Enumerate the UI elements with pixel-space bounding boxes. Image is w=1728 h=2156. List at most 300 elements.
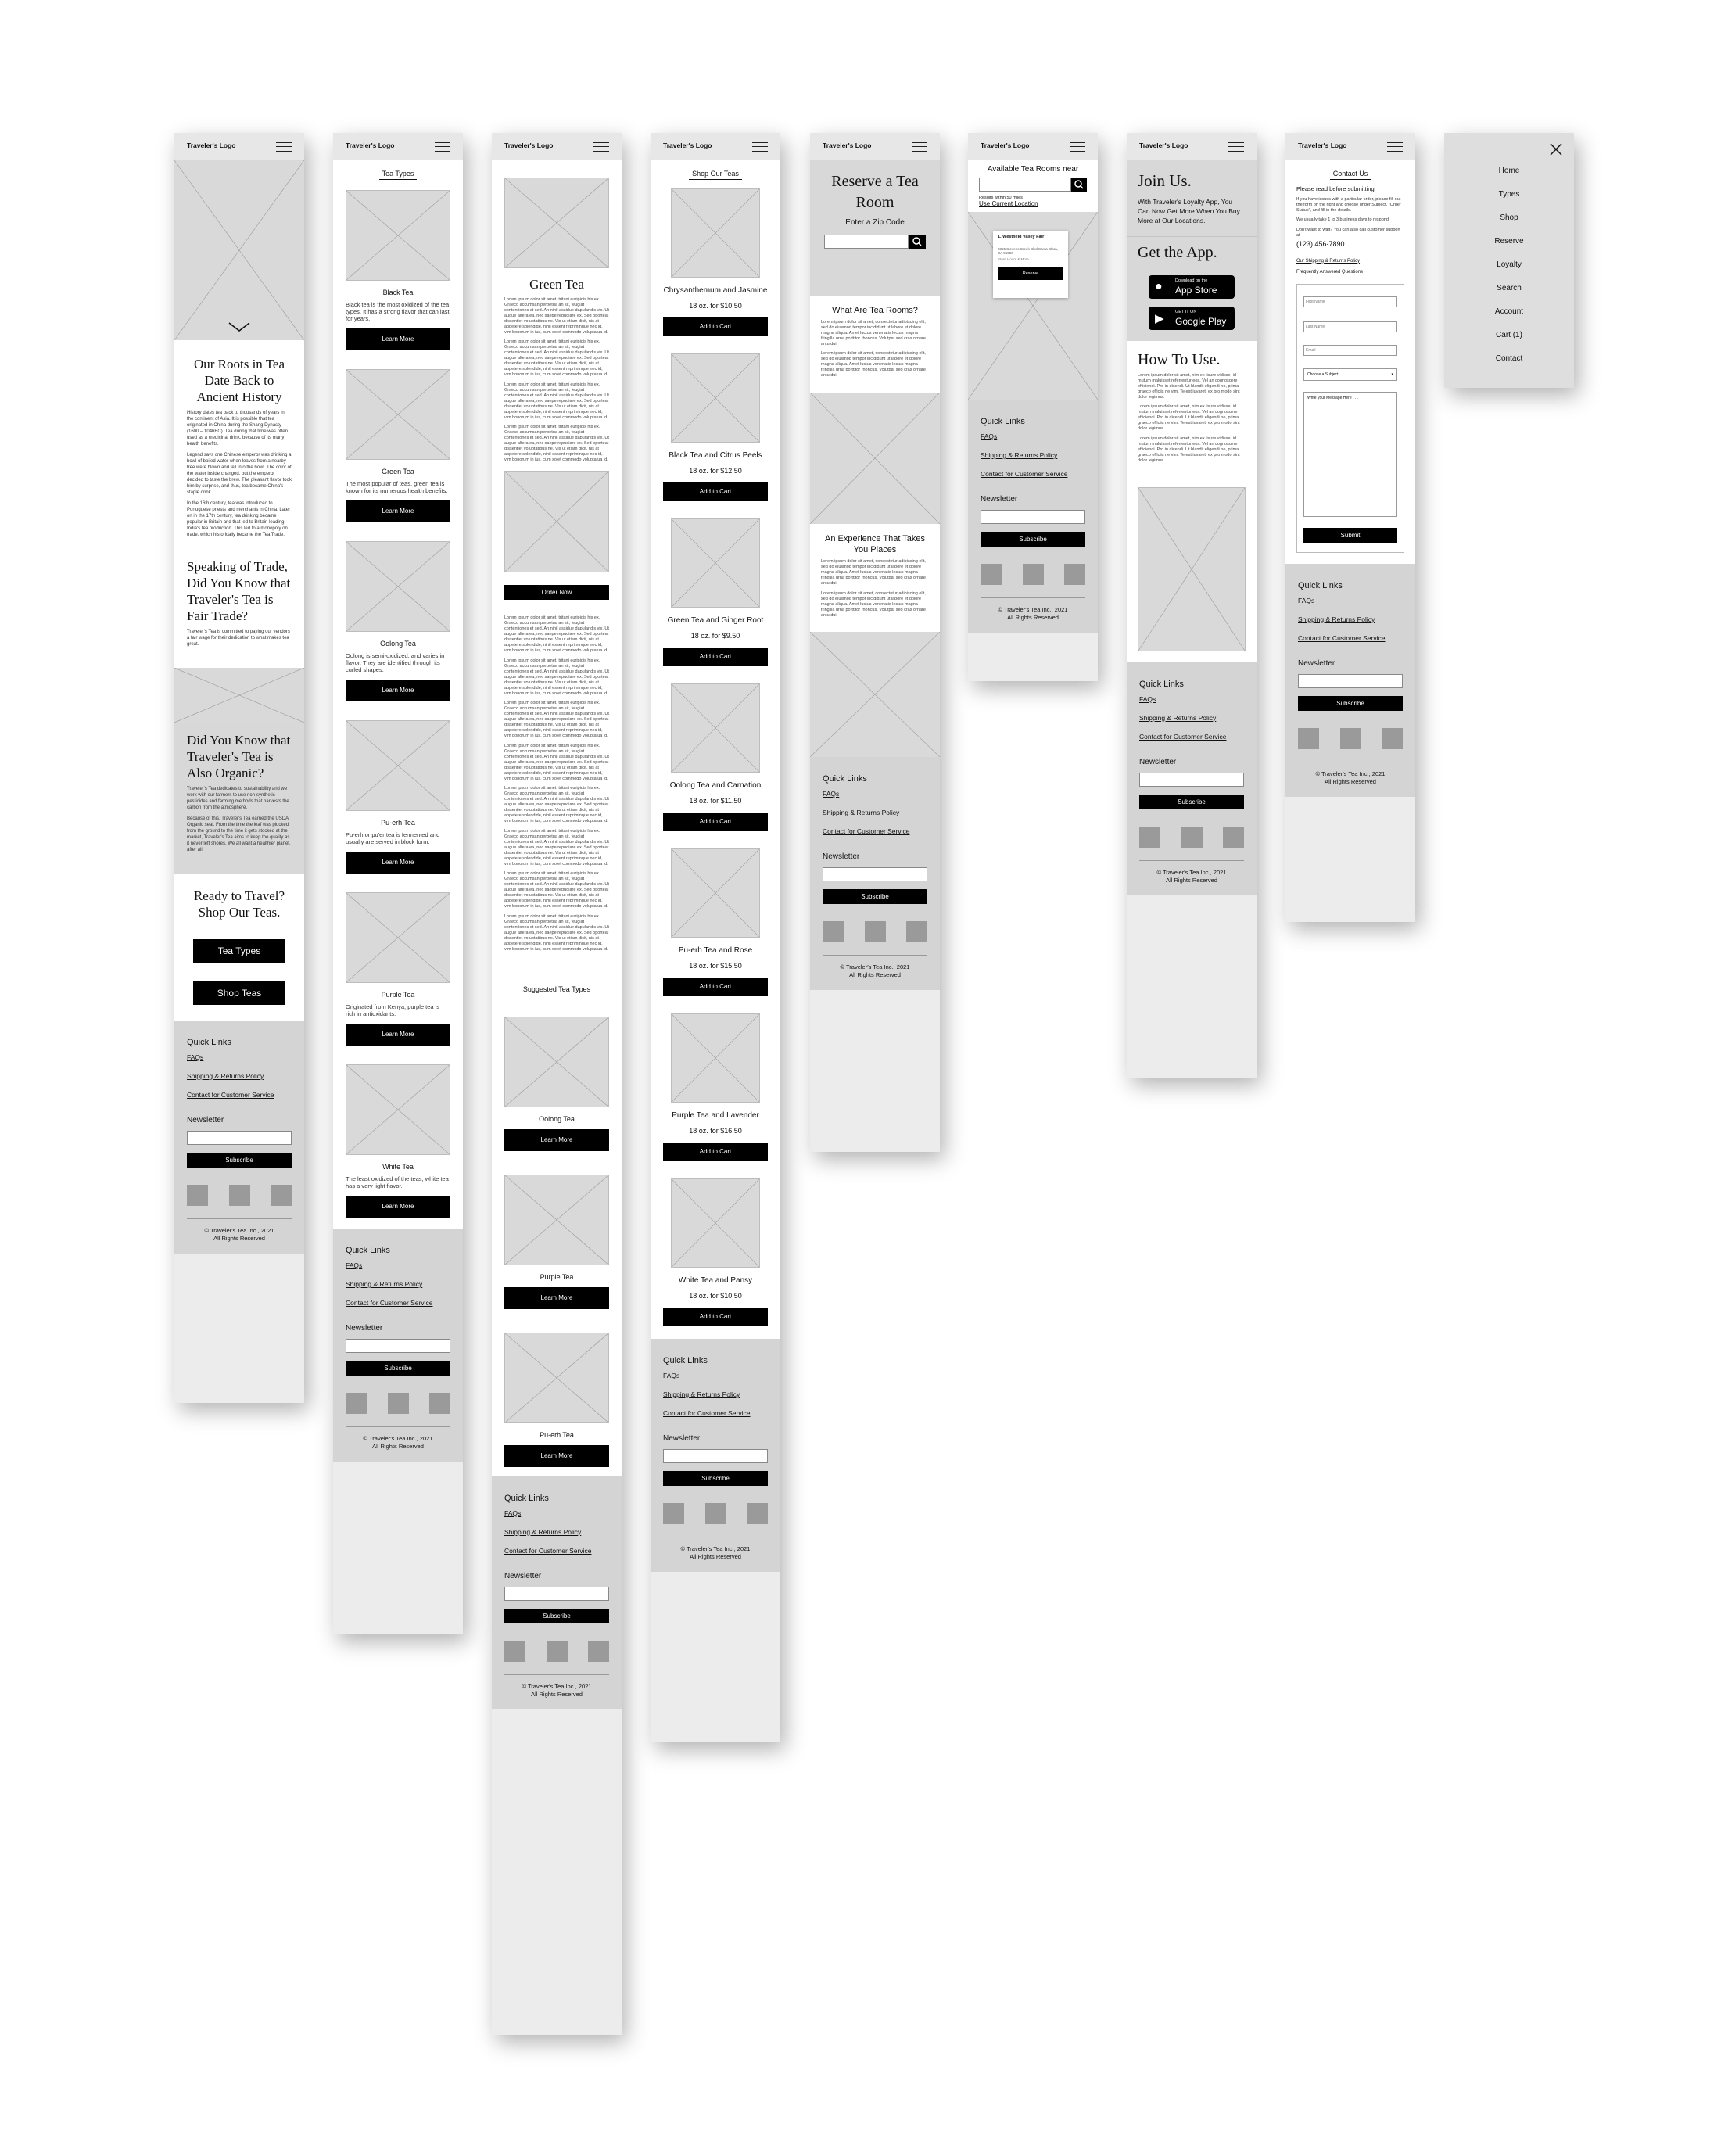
reserve-hero — [810, 160, 940, 296]
quick-links-heading: Quick Links — [1139, 679, 1184, 689]
quick-links-heading: Quick Links — [663, 1356, 708, 1365]
product-price: 18 oz. for $10.50 — [689, 302, 742, 310]
shop-list-section — [651, 160, 780, 1339]
hamburger-menu-icon[interactable] — [435, 142, 450, 152]
description-p10: Lorem ipsum dolor sit amet, tritani euripidis his ex. Graeco accumsan perpetua an sit, feugiat contentiones et sed. An nihil assidue dapulandis vix. Ut augue altera ea, nec saepe repudiare ex. Sed oporteat dissentiet voluptatibus ne. Vis ut etiam dicit, nis at appetere splendide, nihil essent repriminque nec id, vim bonorum in ius, cum solet commodo voluptatua id. — [504, 828, 609, 866]
fair-trade-text: Traveler's Tea is committed to paying our vendors a fair wage for their dedication to what makes tea great. — [187, 630, 290, 647]
social-icon[interactable] — [588, 1641, 609, 1662]
product-name: Pu-erh Tea and Rose — [678, 946, 753, 955]
results-radius: Results within 50 miles — [979, 196, 1023, 200]
menu-item[interactable]: Account — [1494, 307, 1524, 316]
contact-link[interactable]: Contact for Customer Service — [504, 1546, 592, 1555]
rights-text: All Rights Reserved — [531, 1690, 583, 1698]
learn-more-button[interactable]: Learn More — [346, 1196, 450, 1218]
social-icon[interactable] — [823, 921, 844, 942]
copyright — [346, 1426, 450, 1451]
social-icon[interactable] — [1223, 827, 1244, 848]
description-p4: Lorem ipsum dolor sit amet, tritani euripidis his ex. Graeco accumsan perpetua an sit, feugiat contentiones et sed. An nihil assidue dapulandis vix. Ut augue altera ea, nec saepe repudiare ex. Sed oporteat dissentiet voluptatibus ne. Vis ut etiam dicit, nis at appetere splendide, nihil essent repriminque nec id, vim bonorum in ius, cum solet commodo voluptatua id. — [504, 425, 609, 462]
newsletter-label: Newsletter — [187, 1116, 224, 1125]
organic-section — [174, 723, 304, 874]
footer — [810, 757, 940, 990]
product-name: Black Tea and Citrus Peels — [669, 451, 762, 460]
description-p9: Lorem ipsum dolor sit amet, tritani euripidis his ex. Graeco accumsan perpetua an sit, feugiat contentiones et sed. An nihil assidue dapulandis vix. Ut augue altera ea, nec saepe repudiare ex. Sed oporteat dissentiet voluptatibus ne. Vis ut etiam dicit, nis at appetere splendide, nihil essent repriminque nec id, vim bonorum in ius, cum solet commodo voluptatua id. — [504, 786, 609, 823]
faqs-link[interactable]: FAQs — [981, 432, 998, 440]
experience-p1: Lorem ipsum dolor sit amet, consectetur adipiscing elit, sed do eiusmod tempor incididunt ut labore et dolore magna aliqua. Amet luctus venenatis lectus magna fringilla urna porttitor rhoncus. Volutpat sed cras ornare arcu dui. — [821, 559, 926, 586]
footer — [651, 1339, 780, 1572]
faqs-link[interactable]: FAQs — [346, 1261, 363, 1269]
shipping-link[interactable]: Shipping & Returns Policy — [823, 809, 900, 816]
copyright — [1298, 762, 1403, 786]
social-icon[interactable] — [906, 921, 927, 942]
add-to-cart-button[interactable]: Add to Cart — [663, 648, 768, 666]
contact-form — [1296, 284, 1404, 553]
faqs-link[interactable]: FAQs — [1139, 694, 1156, 703]
subscribe-button[interactable]: Subscribe — [981, 532, 1085, 547]
product-image — [671, 188, 760, 278]
join-text: With Traveler's Loyalty App, You Can Now Get More When You Buy More at Our Locations. — [1138, 198, 1240, 224]
newsletter-label: Newsletter — [346, 1324, 383, 1333]
add-to-cart-button[interactable]: Add to Cart — [663, 1143, 768, 1161]
history-heading: Our Roots in Tea Date Back to Ancient History — [193, 357, 285, 404]
page-title — [346, 165, 450, 178]
tea-type-card — [346, 369, 450, 522]
how-to-heading: How To Use. — [1138, 351, 1221, 368]
store-hours-link[interactable]: Store Hours & More — [998, 257, 1029, 261]
tea-types-button[interactable]: Tea Types — [193, 939, 285, 963]
app-store-badge[interactable] — [1149, 275, 1235, 299]
copyright — [823, 955, 927, 979]
learn-more-button[interactable]: Learn More — [504, 1445, 609, 1467]
add-to-cart-button[interactable]: Add to Cart — [663, 813, 768, 831]
menu-item[interactable]: Contact — [1495, 354, 1523, 363]
learn-more-button[interactable]: Learn More — [346, 328, 450, 350]
copyright-text: © Traveler's Tea Inc., 2021 — [1315, 769, 1386, 777]
contact-link[interactable]: Contact for Customer Service — [187, 1091, 274, 1099]
contact-p1: If you have issues with a particular order, please fill out the form on the right and choose under Subject, "Order Status", and fill in the details. — [1296, 196, 1401, 213]
subscribe-button[interactable]: Subscribe — [1298, 696, 1403, 711]
newsletter-input[interactable] — [663, 1449, 768, 1463]
hamburger-menu-icon[interactable] — [276, 142, 292, 152]
menu-item[interactable]: Loyalty — [1497, 260, 1522, 269]
learn-more-button[interactable]: Learn More — [346, 852, 450, 874]
rights-text: All Rights Reserved — [372, 1443, 424, 1450]
contact-p3: Don't want to wait? You can also call customer support at — [1296, 227, 1400, 238]
what-are-tea-rooms-section — [810, 296, 940, 393]
social-icons — [663, 1503, 768, 1524]
detail-section — [492, 160, 622, 1476]
product-image — [671, 683, 760, 773]
apple-icon: ● — [1155, 280, 1163, 293]
google-badge-small: GET IT ON — [1175, 310, 1197, 314]
experience-section — [810, 524, 940, 633]
cta-heading: Ready to Travel? Shop Our Teas. — [193, 888, 285, 920]
tea-type-image — [346, 892, 450, 983]
message-textarea[interactable]: Write your Message Here . . . — [1303, 392, 1397, 517]
subscribe-button[interactable]: Subscribe — [187, 1153, 292, 1168]
page-title-text: Tea Types — [379, 170, 418, 180]
product-image — [671, 353, 760, 443]
social-icon[interactable] — [1298, 728, 1319, 749]
fair-trade-image — [174, 668, 304, 723]
contact-link[interactable]: Contact for Customer Service — [981, 470, 1068, 478]
logo[interactable]: Traveler's Logo — [663, 142, 712, 149]
suggested-tea-name: Purple Tea — [540, 1272, 574, 1281]
logo[interactable]: Traveler's Logo — [981, 142, 1030, 149]
shop-teas-button[interactable]: Shop Teas — [193, 981, 285, 1005]
social-icon[interactable] — [705, 1503, 726, 1524]
rooms-search-section — [968, 160, 1098, 212]
newsletter-input[interactable] — [981, 510, 1085, 524]
logo[interactable]: Traveler's Logo — [187, 142, 236, 149]
shipping-link[interactable]: Shipping & Returns Policy — [346, 1280, 423, 1288]
rights-text: All Rights Reserved — [849, 971, 901, 978]
tea-type-image — [346, 720, 450, 811]
shipping-policy-link[interactable]: Our Shipping & Returns Policy — [1296, 258, 1361, 264]
faqs-link[interactable]: FAQs — [823, 790, 840, 798]
email-field[interactable] — [1303, 345, 1397, 356]
subscribe-button[interactable]: Subscribe — [346, 1361, 450, 1376]
menu-item[interactable]: Cart (1) — [1496, 331, 1522, 339]
social-icon[interactable] — [1023, 564, 1044, 585]
copyright-text: © Traveler's Tea Inc., 2021 — [363, 1435, 433, 1442]
social-icon[interactable] — [663, 1503, 684, 1524]
logo[interactable]: Traveler's Logo — [346, 142, 395, 149]
shipping-link[interactable]: Shipping & Returns Policy — [981, 451, 1058, 459]
rights-text: All Rights Reserved — [690, 1553, 741, 1560]
shop-screen — [651, 133, 780, 1742]
hamburger-menu-icon[interactable] — [752, 142, 768, 152]
subject-select-value: Choose a Subject — [1307, 371, 1339, 377]
product-price: 18 oz. for $15.50 — [689, 962, 742, 970]
shipping-link[interactable]: Shipping & Returns Policy — [1298, 615, 1375, 623]
subscribe-button[interactable]: Subscribe — [504, 1609, 609, 1623]
join-section — [1127, 160, 1257, 236]
rooms-search — [979, 178, 1087, 192]
description-p1: Lorem ipsum dolor sit amet, tritani euripidis his ex. Graeco accumsan perpetua an sit, feugiat contentiones et sed. An nihil assidue dapulandis vix. Ut augue altera ea, nec saepe repudiare ex. Sed oporteat dissentiet voluptatibus ne. Vis ut etiam dicit, nis at appetere splendide, nihil essent repriminque nec id, vim bonorum in ius, cum solet commodo voluptatua id. — [504, 296, 609, 335]
product-name: Oolong Tea and Carnation — [669, 781, 762, 790]
newsletter-input[interactable] — [1139, 773, 1244, 787]
reserve-button[interactable]: Reserve — [998, 267, 1063, 280]
contact-link[interactable]: Contact for Customer Service — [1298, 633, 1386, 642]
history-p3: In the 16th century, tea was introduced to Portuguese priests and merchants in China. Later on in the 17th century, tea drinking became popular in Britain and that led to Britain leading India's tea production. This led to a monopoly on trade, which historically became the Tea Trade. — [187, 501, 291, 537]
shipping-link[interactable]: Shipping & Returns Policy — [187, 1072, 264, 1080]
join-heading: Join Us. — [1138, 171, 1192, 190]
tea-detail-screen — [492, 133, 622, 2035]
search-icon[interactable] — [909, 235, 926, 249]
suggested-heading-text: Suggested Tea Types — [520, 985, 593, 995]
how-to-section — [1127, 341, 1257, 662]
tea-type-description: Oolong is semi-oxidized, and varies in flavor. They are identified through its curled shapes. — [346, 652, 445, 673]
experience-heading: An Experience That Takes You Places — [824, 533, 925, 554]
organic-heading: Did You Know that Traveler's Tea is Also Organic? — [187, 733, 291, 780]
submit-button[interactable]: Submit — [1303, 528, 1397, 543]
home-screen — [174, 133, 304, 1403]
social-icon[interactable] — [1340, 728, 1361, 749]
tea-rooms-map-screen — [968, 133, 1098, 681]
footer — [968, 400, 1098, 633]
quick-links-heading: Quick Links — [187, 1038, 231, 1047]
tea-type-name: Black Tea — [382, 289, 414, 296]
tea-type-card — [346, 720, 450, 874]
suggested-tea-image — [504, 1333, 609, 1423]
zip-input[interactable] — [824, 235, 909, 249]
quick-links-heading: Quick Links — [981, 417, 1025, 426]
footer — [333, 1229, 463, 1462]
add-to-cart-button[interactable]: Add to Cart — [663, 1308, 768, 1326]
product-price: 18 oz. for $12.50 — [689, 467, 742, 475]
tea-type-image — [346, 190, 450, 281]
suggested-tea-name: Pu-erh Tea — [540, 1430, 574, 1439]
newsletter-label: Newsletter — [504, 1571, 542, 1580]
tea-type-image — [346, 1064, 450, 1155]
newsletter-input[interactable] — [346, 1339, 450, 1353]
description-p2: Lorem ipsum dolor sit amet, tritani euripidis his ex. Graeco accumsan perpetua an sit, feugiat contentiones et sed. An nihil assidue dapulandis vix. Ut augue altera ea, nec saepe repudiare ex. Sed oporteat dissentiet voluptatibus ne. Vis ut etiam dicit, nis at appetere splendide, nihil essent repriminque nec id, vim bonorum in ius, cum solet commodo voluptatua id. — [504, 339, 609, 377]
how-to-p3: Lorem ipsum dolor sit amet, nim ex iisure vidisse, id mutum maluisset referrentur eos. Vel an cognoscere efficiendi. Pro in dicendi. Ut blandit eligendi no, prima graeco officiis ne vim. Te est iuvaret, ex pro modo sint dolor legimus. — [1138, 436, 1240, 463]
shipping-link[interactable]: Shipping & Returns Policy — [663, 1390, 740, 1398]
tea-title: Green Tea — [529, 277, 584, 292]
newsletter-label: Newsletter — [823, 852, 860, 861]
header — [492, 133, 622, 160]
map-area[interactable] — [968, 212, 1098, 400]
social-icon[interactable] — [187, 1185, 208, 1206]
contact-section — [1285, 160, 1415, 564]
experience-p2: Lorem ipsum dolor sit amet, consectetur adipiscing elit, sed do eiusmod tempor incididunt ut labore et dolore magna aliqua. Amet luctus venenatis lectus magna fringilla urna porttitor rhoncus. Volutpat sed cras ornare arcu dui. — [821, 590, 926, 618]
menu-item[interactable]: Search — [1497, 284, 1522, 292]
product-name: Purple Tea and Lavender — [672, 1111, 759, 1120]
apple-badge-label: App Store — [1175, 285, 1217, 296]
faqs-link[interactable]: FAQs — [1298, 596, 1315, 604]
header — [651, 133, 780, 160]
shipping-link[interactable]: Shipping & Returns Policy — [504, 1527, 582, 1536]
get-app-heading: Get the App. — [1138, 244, 1217, 261]
hamburger-menu-icon[interactable] — [1228, 142, 1244, 152]
tea-type-description: Black tea is the most oxidized of the tea types. It has a strong flavor that can last for years. — [346, 301, 450, 322]
first-name-field[interactable] — [1303, 296, 1397, 307]
history-section — [174, 340, 304, 668]
newsletter-input[interactable] — [1298, 674, 1403, 688]
menu-item[interactable]: Home — [1498, 167, 1520, 175]
hamburger-menu-icon[interactable] — [593, 142, 609, 152]
tea-image — [504, 178, 609, 268]
social-icon[interactable] — [388, 1393, 409, 1414]
tea-rooms-p2: Lorem ipsum dolor sit amet, consectetur adipiscing elit, sed do eiusmod tempor incididunt ut labore et dolore magna aliqua. Amet luctus venenatis lectus magna fringilla urna porttitor rhoncus. Volutpat sed cras ornare arcu dui. — [821, 351, 926, 378]
phone-number[interactable]: (123) 456-7890 — [1296, 239, 1345, 248]
learn-more-button[interactable]: Learn More — [346, 680, 450, 701]
order-now-button[interactable]: Order Now — [504, 585, 609, 600]
loyalty-screen — [1127, 133, 1257, 1078]
newsletter-input[interactable] — [187, 1131, 292, 1145]
social-icons — [187, 1185, 292, 1206]
social-icon[interactable] — [346, 1393, 367, 1414]
how-to-p1: Lorem ipsum dolor sit amet, nim ex iisure vidisse, id mutum maluisset referrentur eos. Vel an cognoscere efficiendi. Pro in dicendi. Ut blandit eligendi no, prima graeco officiis ne vim. Te est iuvaret, ex pro modo sint dolor legimus. — [1138, 372, 1240, 400]
copyright-text: © Traveler's Tea Inc., 2021 — [204, 1227, 274, 1234]
contact-screen — [1285, 133, 1415, 922]
social-icon[interactable] — [865, 921, 886, 942]
product-name: White Tea and Pansy — [678, 1276, 753, 1285]
use-current-location-link[interactable]: Use Current Location — [979, 200, 1038, 207]
product-name: Green Tea and Ginger Root — [667, 616, 764, 625]
learn-more-button[interactable]: Learn More — [346, 1024, 450, 1046]
shipping-link[interactable]: Shipping & Returns Policy — [1139, 713, 1217, 722]
social-icon[interactable] — [1181, 827, 1203, 848]
rights-text: All Rights Reserved — [1325, 777, 1376, 785]
chevron-down-icon: ▾ — [1391, 371, 1393, 377]
menu-screen — [1444, 133, 1574, 388]
app-section — [1127, 236, 1257, 341]
tea-type-name: Green Tea — [382, 468, 414, 475]
tea-type-description: Originated from Kenya, purple tea is rich in antioxidants. — [346, 1003, 440, 1017]
faqs-link[interactable]: FAQs — [187, 1053, 204, 1061]
social-icon[interactable] — [547, 1641, 568, 1662]
menu-item[interactable]: Reserve — [1494, 237, 1524, 246]
location-address: 2855 Stevens Creek Blvd Santa Clara, CA 95050 — [998, 247, 1059, 255]
rights-text: All Rights Reserved — [213, 1235, 265, 1242]
social-icon[interactable] — [981, 564, 1002, 585]
social-icon[interactable] — [1064, 564, 1085, 585]
add-to-cart-button[interactable]: Add to Cart — [663, 482, 768, 501]
hamburger-menu-icon[interactable] — [1070, 142, 1085, 152]
copyright-text: © Traveler's Tea Inc., 2021 — [998, 606, 1068, 613]
hamburger-menu-icon[interactable] — [912, 142, 927, 152]
tea-rooms-p1: Lorem ipsum dolor sit amet, consectetur adipiscing elit, sed do eiusmod tempor incididunt ut labore et dolore magna aliqua. Amet luctus venenatis lectus magna fringilla urna porttitor rhoncus. Volutpat sed cras ornare arcu dui. — [821, 319, 926, 346]
experience-image — [810, 632, 940, 757]
footer — [492, 1476, 622, 1709]
page-title — [1296, 165, 1404, 178]
quick-links-heading: Quick Links — [823, 774, 867, 784]
copyright — [663, 1537, 768, 1561]
newsletter-label: Newsletter — [981, 495, 1018, 504]
zip-search — [824, 235, 926, 249]
logo[interactable]: Traveler's Logo — [1298, 142, 1347, 149]
organic-p1: Traveler's Tea dedicates to sustainability and we work with our farmers to use non-synthetic pesticides and farming methods that harvests the carbon from the atmosphere. — [187, 787, 289, 810]
apple-badge-small: Download on the — [1175, 278, 1208, 283]
reserve-screen — [810, 133, 940, 1152]
logo[interactable]: Traveler's Logo — [504, 142, 554, 149]
product-price: 18 oz. for $9.50 — [690, 632, 740, 640]
social-icons — [1139, 827, 1244, 848]
contact-p2: We usually take 1 to 3 business days to respond. — [1296, 217, 1390, 222]
header — [174, 133, 304, 160]
social-icon[interactable] — [229, 1185, 250, 1206]
search-icon[interactable] — [1071, 178, 1087, 192]
social-icons — [504, 1641, 609, 1662]
rooms-title: Available Tea Rooms near — [987, 165, 1079, 174]
hamburger-menu-icon[interactable] — [1387, 142, 1403, 152]
quick-links-heading: Quick Links — [346, 1246, 390, 1255]
fair-trade-heading: Speaking of Trade, Did You Know that Traveler's Tea is Fair Trade? — [187, 559, 291, 623]
tea-type-card — [346, 190, 450, 350]
subject-select[interactable] — [1303, 368, 1397, 381]
tea-type-name: Purple Tea — [381, 991, 415, 999]
faq-link[interactable]: Frequently Answered Questions — [1296, 269, 1364, 274]
read-notice: Please read before submitting: — [1296, 185, 1376, 192]
product-card — [663, 518, 768, 666]
how-to-p2: Lorem ipsum dolor sit amet, nim ex iisure vidisse, id mutum maluisset referrentur eos. Vel an cognoscere efficiendi. Pro in dicendi. Ut blandit eligendi no, prima graeco officiis ne vim. Te est iuvaret, ex pro modo sint dolor legimus. — [1138, 404, 1240, 431]
zip-label: Enter a Zip Code — [845, 218, 905, 227]
product-image — [671, 848, 760, 938]
faqs-link[interactable]: FAQs — [663, 1372, 680, 1379]
subscribe-button[interactable]: Subscribe — [1139, 795, 1244, 809]
history-p1: History dates tea back to thousands of years in the continent of Asia. It is possible that tea originated in China during the Shang Dynasty (1600 – 1046BC). Tea during that time was often used as a medicinal drink, because of its many health benefits. — [187, 411, 288, 447]
tea-type-image — [346, 541, 450, 632]
rights-text: All Rights Reserved — [1166, 876, 1217, 884]
last-name-field[interactable] — [1303, 321, 1397, 332]
suggested-tea-card — [504, 1175, 609, 1309]
suggested-tea-image — [504, 1175, 609, 1265]
product-price: 18 oz. for $11.50 — [689, 797, 742, 805]
google-play-icon: ▶ — [1155, 312, 1164, 325]
product-card — [663, 188, 768, 336]
rooms-zip-input[interactable] — [979, 178, 1071, 192]
learn-more-button[interactable]: Learn More — [504, 1129, 609, 1151]
suggested-tea-card — [504, 1333, 609, 1467]
contact-link[interactable]: Contact for Customer Service — [346, 1299, 433, 1307]
social-icon[interactable] — [1139, 827, 1160, 848]
footer — [1127, 662, 1257, 895]
contact-link[interactable]: Contact for Customer Service — [1139, 732, 1227, 741]
tea-type-description: The least oxidized of the teas, white tea has a very light flavor. — [346, 1175, 449, 1189]
logo[interactable]: Traveler's Logo — [1139, 142, 1188, 149]
social-icon[interactable] — [271, 1185, 292, 1206]
close-icon[interactable] — [1549, 142, 1563, 156]
newsletter-label: Newsletter — [1139, 757, 1177, 766]
faqs-link[interactable]: FAQs — [504, 1508, 522, 1517]
tea-type-name: Pu-erh Tea — [381, 819, 415, 827]
social-icons — [1298, 728, 1403, 749]
phone-image — [1138, 487, 1246, 651]
description-p8: Lorem ipsum dolor sit amet, tritani euripidis his ex. Graeco accumsan perpetua an sit, feugiat contentiones et sed. An nihil assidue dapulandis vix. Ut augue altera ea, nec saepe repudiare ex. Sed oporteat dissentiet voluptatibus ne. Vis ut etiam dicit, nis at appetere splendide, nihil essent repriminque nec id, vim bonorum in ius, cum solet commodo voluptatua id. — [504, 743, 609, 781]
menu-item[interactable]: Shop — [1500, 213, 1518, 222]
copyright — [1139, 860, 1244, 884]
logo[interactable]: Traveler's Logo — [823, 142, 872, 149]
product-card — [663, 1013, 768, 1161]
social-icon[interactable] — [429, 1393, 450, 1414]
social-icons — [981, 564, 1085, 585]
add-to-cart-button[interactable]: Add to Cart — [663, 317, 768, 336]
copyright-text: © Traveler's Tea Inc., 2021 — [1156, 868, 1227, 876]
subscribe-button[interactable]: Subscribe — [823, 889, 927, 904]
google-badge-label: Google Play — [1175, 316, 1227, 327]
contact-link[interactable]: Contact for Customer Service — [663, 1409, 751, 1417]
social-icon[interactable] — [747, 1503, 768, 1524]
newsletter-label: Newsletter — [663, 1434, 701, 1443]
menu-item[interactable]: Types — [1498, 190, 1520, 199]
suggested-heading — [504, 981, 609, 993]
location-popup — [993, 231, 1068, 298]
chevron-down-icon[interactable] — [228, 321, 251, 332]
tea-type-card — [346, 541, 450, 701]
suggested-tea-name: Oolong Tea — [539, 1114, 575, 1123]
learn-more-button[interactable]: Learn More — [346, 500, 450, 522]
copyright-text: © Traveler's Tea Inc., 2021 — [522, 1682, 592, 1690]
social-icons — [823, 921, 927, 942]
quick-links-heading: Quick Links — [504, 1493, 549, 1503]
social-icon[interactable] — [504, 1641, 525, 1662]
subscribe-button[interactable]: Subscribe — [663, 1471, 768, 1486]
tea-type-description: Pu-erh or pu'er tea is fermented and usually are served in block form. — [346, 831, 440, 845]
tea-type-name: White Tea — [382, 1163, 414, 1171]
hero-image — [174, 160, 304, 340]
google-play-badge[interactable] — [1149, 307, 1235, 330]
social-icon[interactable] — [1382, 728, 1403, 749]
newsletter-input[interactable] — [823, 867, 927, 881]
add-to-cart-button[interactable]: Add to Cart — [663, 978, 768, 996]
contact-link[interactable]: Contact for Customer Service — [823, 827, 910, 835]
newsletter-input[interactable] — [504, 1587, 609, 1601]
product-price: 18 oz. for $10.50 — [689, 1292, 742, 1300]
learn-more-button[interactable]: Learn More — [504, 1287, 609, 1309]
header — [1127, 133, 1257, 160]
